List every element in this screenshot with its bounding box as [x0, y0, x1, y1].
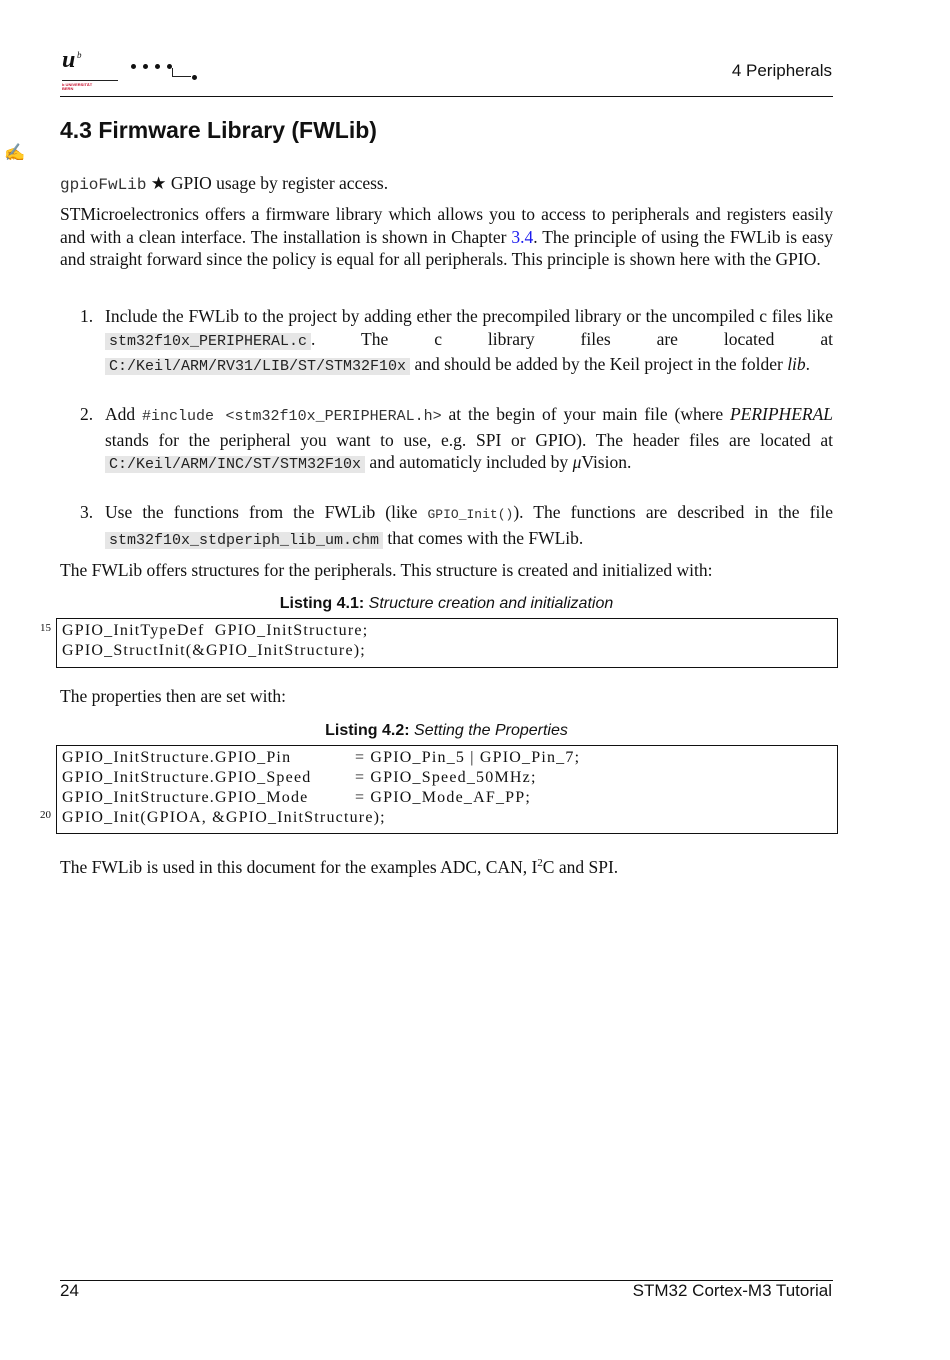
closing-text: The FWLib is used in this document for the examples ADC, CAN, I [60, 856, 538, 877]
chapter-link[interactable]: 3.4 [511, 226, 534, 247]
list-text: . The c library files are located at [311, 328, 833, 349]
mu-symbol: μ [572, 452, 582, 472]
line-number: 20 [40, 809, 51, 821]
logo-dot [143, 64, 148, 69]
closing-paragraph [60, 852, 833, 878]
list-text: at the begin of your main file (where [441, 404, 730, 424]
code-text: GPIO_InitStructure.GPIO_Mode [62, 789, 309, 806]
code-line [40, 622, 369, 640]
page-number: 24 [60, 1281, 79, 1300]
list-text: that comes with the FWLib. [383, 527, 584, 548]
list-text: ). The functions are described in the file [513, 502, 833, 522]
list-text: Use the functions from the FWLib (like [105, 502, 428, 522]
running-footer-title: STM32 Cortex-M3 Tutorial [632, 1281, 832, 1300]
closing-text: C and SPI. [542, 856, 619, 877]
listing-caption-text: Structure creation and initialization [368, 595, 614, 612]
inline-code: #include <stm32f10x_PERIPHERAL.h> [142, 408, 442, 425]
code-text: GPIO_InitStructure.GPIO_Speed [62, 769, 312, 786]
listing-label: Listing 4.1: [279, 595, 365, 612]
task-code: gpioFwLib [60, 176, 147, 194]
code-text: = GPIO_Speed_50MHz; [355, 769, 537, 786]
logo-letter: u [62, 47, 76, 73]
inline-code: GPIO_Init() [427, 507, 514, 522]
list-item [105, 501, 833, 552]
list-text: and should be added by the Keil project in the folder [410, 354, 788, 374]
code-text: GPIO_InitStructure.GPIO_Pin [62, 749, 292, 766]
list-text: Add [105, 404, 143, 424]
section-title: 4.3 Firmware Library (FWLib) [60, 117, 377, 143]
logo-hook [172, 68, 191, 77]
list-text: and automaticly included by [365, 452, 573, 472]
listing-caption-text: Setting the Properties [414, 722, 568, 739]
listing-label: Listing 4.2: [325, 722, 410, 739]
list-number: 2. [80, 404, 94, 424]
list-item [105, 305, 833, 379]
logo-rule [62, 80, 118, 81]
logo-text: b UNIVERSITÄT BERN [62, 82, 93, 91]
logo-dot [192, 75, 197, 80]
properties-paragraph: The properties then are set with: [60, 686, 286, 706]
line-number: 15 [40, 622, 51, 634]
task-text: GPIO usage by register access. [170, 173, 389, 193]
inline-code: C:/Keil/ARM/INC/ST/STM32F10x [105, 456, 365, 473]
logo-superscript: b [77, 50, 82, 60]
list-text: Vision. [581, 452, 632, 472]
task-line [60, 172, 833, 197]
inline-code: stm32f10x_PERIPHERAL.c [105, 333, 311, 350]
intro-paragraph [60, 203, 833, 271]
header-rule [60, 96, 833, 97]
code-text: = GPIO_Pin_5 | GPIO_Pin_7; [355, 749, 581, 766]
code-listing [40, 618, 838, 668]
intro-text: . The principle of using the FWLib is easy and straight forward since the policy is equal for all peripherals. This principle is shown here with the GPIO. [60, 226, 833, 269]
emphasis: PERIPHERAL [729, 404, 833, 424]
running-header-chapter: 4 Peripherals [731, 61, 832, 80]
list-item [105, 403, 833, 477]
structures-paragraph: The FWLib offers structures for the peripherals. This structure is created and initialized with: [60, 560, 713, 580]
list-number: 1. [80, 306, 94, 326]
pencil-icon: ✍ [4, 143, 26, 162]
code-text: GPIO_StructInit(&GPIO_InitStructure); [62, 642, 366, 659]
code-text: GPIO_Init(GPIOA, &GPIO_InitStructure); [62, 809, 386, 826]
list-number: 3. [80, 502, 94, 522]
logo-dot [131, 64, 136, 69]
listing-caption [60, 722, 833, 740]
superscript: 2 [537, 857, 543, 869]
code-text: GPIO_InitTypeDef GPIO_InitStructure; [62, 622, 369, 639]
code-text: = GPIO_Mode_AF_PP; [355, 789, 531, 806]
inline-code: C:/Keil/ARM/RV31/LIB/ST/STM32F10x [105, 358, 410, 375]
emphasis: lib [787, 354, 806, 374]
inline-code: stm32f10x_stdperiph_lib_um.chm [105, 532, 383, 549]
list-text: Include the FWLib to the project by adding ether the precompiled library or the uncompiled c files like [105, 306, 833, 326]
logo-dot [155, 64, 160, 69]
code-listing [40, 745, 838, 834]
list-text: stands for the peripheral you want to use, e.g. SPI or GPIO). The header files are located at [105, 429, 833, 450]
code-line [62, 642, 366, 660]
star-icon: ★ [150, 173, 167, 193]
intro-text: STMicroelectronics offers a firmware library which allows you to access to peripherals and registers easily and with a clean interface. The installation is shown in Chapter [60, 204, 833, 247]
list-text: . [805, 354, 811, 374]
listing-caption [60, 595, 833, 613]
